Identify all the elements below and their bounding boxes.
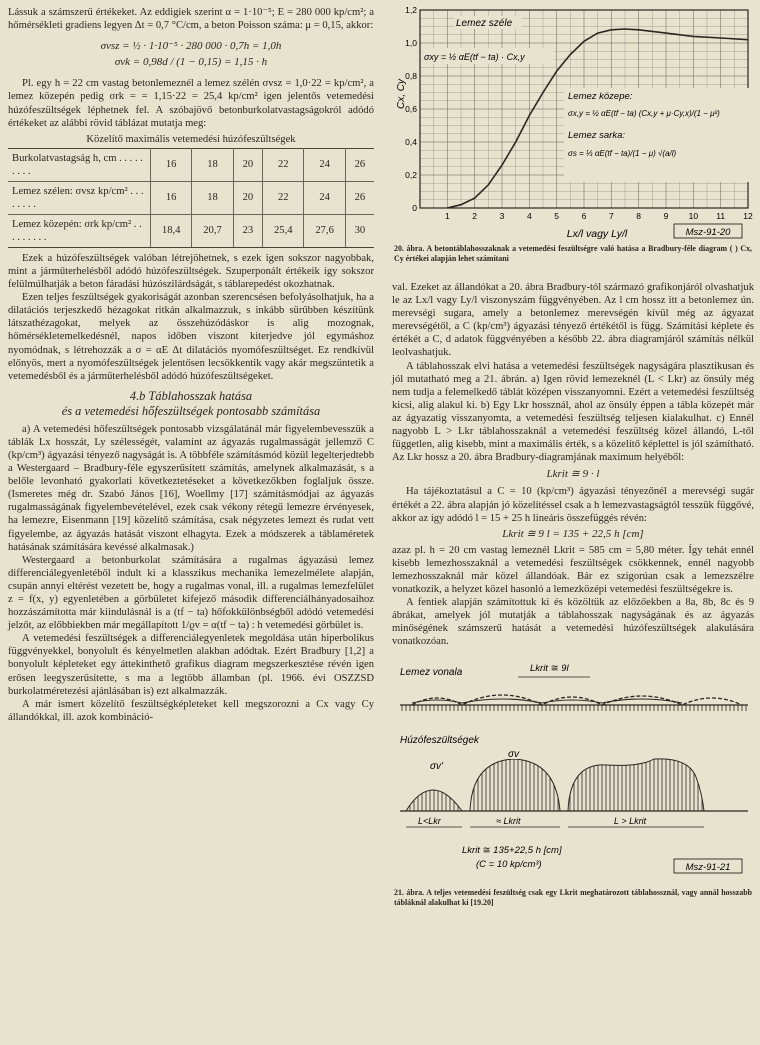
table-cell: 26 bbox=[345, 181, 374, 214]
paragraph-subgrade: Ha tájékoztatásul a C = 10 (kp/cm³) ágyazási tényezőnél a merevségi sugár értékét a 22. ábra alapján jó közelítéssel csak a h lemezvastagságtól tesszük függővé, akkor az így adódó l = 15 + 25 h lineáris összefüggés révén: bbox=[392, 486, 754, 524]
label-short-plate: L<Lkr bbox=[418, 815, 441, 826]
section-title: 4.b Táblahosszak hatása bbox=[129, 388, 253, 403]
table-cell: 20,7 bbox=[192, 214, 233, 247]
x-tick-label: 1 bbox=[444, 211, 450, 221]
table-row bbox=[8, 214, 374, 247]
figure-21-caption: 21. ábra. A teljes vetemedési feszültség csak egy Lkrit meghatározott táblahossznál, vagy annál hosszabb tábláknál alakulhat ki [19.20] bbox=[394, 887, 752, 907]
section-subtitle: és a vetemedési hőfeszültségek pontosabb számítása bbox=[61, 403, 321, 418]
paragraph-westergaard: Westergaard a betonburkolat számítására a rugalmas ágyazású lemez differenciálegyenletéből indult ki a klasszikus mechanika lemezelmélete alapján, csupán annyi eltérést vezetett be, hogy a rugalmas vonal, ill. a rugalmas lemezfelület z = f(x, y) egyenletében a görbületet kifejező második differenciálhányadosaihoz hozzászámította már kiindulásnál is a (tf − ta) hőfokkülönbségből adódó vetemedési jelzőt, az előbbiekben már megállapított 1/ϱv = α(tf − ta) : h vetemedési görbület is. bbox=[8, 554, 374, 632]
table-cell: 20 bbox=[233, 181, 262, 214]
y-tick-label: 0 bbox=[412, 203, 417, 213]
table-cell: 16 bbox=[151, 181, 192, 214]
table-cell: 27,6 bbox=[304, 214, 345, 247]
equation-lkrit: Lkrit ≅ 9 · l bbox=[546, 468, 600, 481]
table-title: Közelítő maximális vetemedési húzófeszültségek bbox=[86, 133, 296, 145]
table-cell: 18,4 bbox=[151, 214, 192, 247]
y-tick-label: 1,2 bbox=[405, 5, 417, 15]
x-tick-label: 4 bbox=[526, 211, 532, 221]
table-cell: 24 bbox=[304, 148, 345, 181]
x-tick-label: 2 bbox=[472, 211, 478, 221]
y-tick-label: 0,4 bbox=[405, 137, 417, 147]
paragraph-example-lkrit: azaz pl. h = 20 cm vastag lemeznél Lkrit = 585 cm = 5,80 méter. Így tehát ennél kisebb lemezhosszaknál a vetemedési feszültségek csökkennek, ennél nagyobb lemezhosszaknál már közel állandóak. Bár ez szigorúan csak a lemezszélre vonatkozik, a helyzet közel hasonló a lemezközépi vetemedési feszültségekre is. bbox=[392, 544, 754, 596]
stress-diagram bbox=[392, 661, 754, 886]
label-lkrit-top: Lkrit ≅ 9l bbox=[530, 662, 569, 674]
table-cell: 25,4 bbox=[263, 214, 304, 247]
equation-middle-stress: σvk = 0,98d / (1 − 0,15) = 1,15 · h bbox=[114, 56, 268, 69]
table-row-label: Lemez szélen: σvsz kp/cm² . . . . . . . . bbox=[8, 181, 151, 214]
paragraph-example: Pl. egy h = 22 cm vastag betonlemeznél a lemez szélén σvsz = 1,0·22 = kp/cm², a lemez közepén pedig σrk = = 1,15·22 = 25,4 kp/cm² igen jelentős vetemedési húzófeszültségek léphetnek fel. A szóbajövő betonburkolatvastagságokról adódó értékeket az alábbi rövid táblázat mutatja meg: bbox=[8, 78, 374, 129]
equation-lkrit-linear: Lkrit ≅ 9 l = 135 + 22,5 h [cm] bbox=[502, 527, 644, 540]
label-critical-plate: ≈ Lkrit bbox=[496, 815, 521, 826]
label-long-plate: L > Lkrit bbox=[614, 815, 647, 826]
paragraph-intro: Lássuk a számszerű értékeket. Az eddigiek szerint α = 1·10⁻⁵; E = 280 000 kp/cm²; a hőmérsékleti gradiens legyen Δt = 0,7 °C/cm, a beton Poisson száma: μ = 0,15, akkor: bbox=[8, 7, 374, 32]
paragraph-tension: Ezek a húzófeszültségek valóban létrejöhetnek, s ezek igen sokszor nagyobbak, mint a járműterhelésből adódó húzófeszültségek. Szuperponált értékeik így sokszor felülmúlhatják a beton fáradási húzószilárdságát, s táblarepedést okozhatnak. bbox=[8, 252, 374, 291]
table-cell: 23 bbox=[233, 214, 262, 247]
table-cell: 20 bbox=[233, 148, 262, 181]
label-sigma-prime: σv' bbox=[430, 760, 443, 772]
stress-table bbox=[8, 148, 374, 248]
bradbury-chart bbox=[392, 4, 754, 244]
equation-edge-stress: σvsz = ½ · 1·10⁻⁵ · 280 000 · 0,7h = 1,0h bbox=[100, 40, 282, 53]
formula-plate-edge: σxy = ½ αE(tf − ta) · Cx,y bbox=[424, 52, 525, 62]
y-tick-label: 0,2 bbox=[405, 170, 417, 180]
figure-21 bbox=[392, 661, 754, 886]
left-column bbox=[8, 6, 374, 724]
paragraph-summary: A fentiek alapján számítottuk ki és közöltük az előzőekben a 8a, 8b, 8c és 9 ábrákat, amelyek jól mutatják a táblahosszak nagyságának és az ágyazás minőségének számszerű hatását a vetemedési húzófeszültségek alakulására vonatkozóan. bbox=[392, 597, 754, 648]
table-row-label: Lemez közepén: σrk kp/cm² . . . . . . . . . bbox=[8, 214, 151, 247]
x-tick-label: 11 bbox=[716, 211, 726, 221]
table-cell: 26 bbox=[345, 148, 374, 181]
label-plate-edge: Lemez széle bbox=[456, 18, 513, 29]
x-axis-label: Lx/l vagy Ly/l bbox=[566, 228, 628, 240]
formula-subgrade: (C = 10 kp/cm³) bbox=[476, 858, 542, 870]
table-cell: 16 bbox=[151, 148, 192, 181]
right-column bbox=[392, 4, 754, 911]
stress-area-short bbox=[406, 790, 462, 811]
figure-20-caption: 20. ábra. A betontáblahosszaknak a vetemedési feszültségre való hatása a Bradbury-féle diagram ( ) Cx, Cy értékei alapján lehet számítani bbox=[394, 244, 752, 263]
paragraph-continuation: A már ismert közelítő feszültségképleteket kell megszorozni a Cx vagy Cy állandókkal, ill. azok kombináció- bbox=[8, 698, 374, 723]
x-tick-label: 9 bbox=[663, 211, 669, 221]
x-tick-label: 5 bbox=[554, 211, 560, 221]
paragraph-bradbury-constants: val. Ezeket az állandókat a 20. ábra Bradbury-tól származó grafikonjáról olvashatjuk le az Lx/l vagy Ly/l viszonyszám függvényében. Az l cm hossz itt a betonlemez ún. merevségi sugara, amely a betonlemez merevségén kívül még az ágyazat merevségétől, a C (kp/cm³) ágyazási tényező értékétől is függ. Számítási képlete és értékét a C, d adatok függvényében a később 22. ábra diagramjáról számítás nélkül leolvashatjuk. bbox=[392, 282, 754, 359]
table-cell: 22 bbox=[263, 181, 304, 214]
x-tick-label: 10 bbox=[688, 211, 699, 221]
table-cell: 18 bbox=[192, 148, 233, 181]
x-tick-label: 8 bbox=[636, 211, 642, 221]
label-plate-corner: Lemez sarka: bbox=[568, 130, 626, 141]
paragraph-frequency: Ezen teljes feszültségek gyakoriságát azonban szerencsésen befolyásolhatjuk, ha a dilatációs terjeszkedő hézagokat ritkán alkalmazzuk, s inkább sűrűbben készítünk látszathézagokat, melyek az összehúzódáskor is alig mozognak, hőmérsékletemelkedésnél, napos időben viszont kiterjedve jól egymáshoz nyomódnak, s létrehozzák a σ = αE Δt dilatációs nyomófeszültséget. Ez rendkívül előnyös, mert a nyomófeszültségek jelentősen lecsökkentik vagy akár megszüntetik a vetemedésből és a járműterhelésből adódó húzófeszültségeket. bbox=[8, 292, 374, 382]
figure-stamp: Msz-91-20 bbox=[685, 227, 731, 238]
formula-plate-corner: σs = ⅓ αE(tf − ta)/(1 − μ) √(a/l) bbox=[568, 149, 677, 158]
plate-curve-solid bbox=[412, 699, 682, 703]
figure-20 bbox=[392, 4, 754, 244]
y-tick-label: 1,0 bbox=[405, 38, 417, 48]
x-tick-label: 3 bbox=[499, 211, 505, 221]
formula-lkrit: Lkrit ≅ 135+22,5 h [cm] bbox=[462, 844, 562, 856]
formula-plate-middle: σx,y = ½ αE(tf − ta) (Cx,y + μ·Cy,x)/(1 − μ²) bbox=[568, 109, 720, 118]
paragraph-bradbury: A vetemedési feszültségek a differenciálegyenletek megoldása után hiperbolikus függvényekkel, bonyolult és kényelmetlen alakban adódtak. Ezért Bradbury [1,2] a bonyolult képleteket egy áttekinthető grafikus diagram megszerkesztése révén igen erősen leegyszerűsítette, s ma a legtöbb államban (pl. 1966. évi OSZZSD burkolatméretezési ajánlásában is) ezt alkalmazzák. bbox=[8, 633, 374, 697]
figure-stamp: Msz-91-21 bbox=[685, 861, 731, 873]
x-tick-label: 7 bbox=[608, 211, 614, 221]
x-tick-label: 6 bbox=[581, 211, 587, 221]
paragraph-method: a) A vetemedési hőfeszültségek pontosabb vizsgálatánál már figyelembevesszük a táblák Lx hosszát, Ly szélességét, valamint az ágyazás rugalmasságát jellemző C (kp/cm³) ágyazási tényező nagyságát is. A többféle számításmód közül legelterjedtebb a Westergaard – Bradbury-féle egyszerűsített számítás, amelynek alkalmazását, s a belőle levonható gyakorlati következtetéseket a következőkben foglaljuk össze. (Ismeretes még dr. Szabó János [16], Woellmy [17] számításmódjai az ágyazás rugalmasságának figyelembevételével, ezek csak vékony rétegű lemezre érvényesek, ha lemezre, Eisenmann [19] közelítő számítása, csak négyzetes lemezt és rudat vett figyelembe, az ágyazás hatását viszont elhagyta. Ezek a módszerek a táblaméretek hatásának számítására kevéssé alkalmasak.) bbox=[8, 423, 374, 553]
y-tick-label: 0,6 bbox=[405, 104, 417, 114]
label-plate-middle: Lemez közepe: bbox=[568, 91, 633, 102]
x-tick-label: 12 bbox=[743, 211, 753, 221]
table-row bbox=[8, 148, 374, 181]
table-header-label: Burkolatvastagság h, cm . . . . . . . . . bbox=[8, 148, 151, 181]
table-cell: 22 bbox=[263, 148, 304, 181]
table-cell: 30 bbox=[345, 214, 374, 247]
y-axis-label: Cx, Cy bbox=[396, 79, 407, 109]
table-cell: 24 bbox=[304, 181, 345, 214]
stress-area-long bbox=[568, 758, 704, 810]
ground-hatch bbox=[400, 705, 748, 711]
paragraph-plate-length: A táblahosszak elvi hatása a vetemedési feszültségek nagyságára plasztikusan és jól mutatható meg a 21. ábrán. a) Igen rövid lemezeknél (L < Lkr) az önsúly még nem tudja a felemelkedő táblát középen visszanyomni. Ezért a vetemedési feszültség kicsi, alig alakul ki. b) Egy Lkr hossznál, ahol az önsúly éppen a tábla közepét már az ágyazatig visszanyomta, a vetemedési feszültség teljesen kialakulhat. c) Ennél nagyobb L > Lkr táblahosszaknál a vetemedési feszültség közel állandó, L-től független, alig kisebb, mint a maximális érték, s a közelítő képlettel is jól számítható. Az Lkr hossz a 20. ábra Bradbury-diagramjának maximum helyéből: bbox=[392, 360, 754, 464]
y-tick-label: 0,8 bbox=[405, 71, 417, 81]
table-row bbox=[8, 181, 374, 214]
label-sigma: σv bbox=[508, 748, 520, 760]
table-cell: 18 bbox=[192, 181, 233, 214]
stress-area-critical bbox=[470, 759, 560, 811]
label-tensile-stress: Húzófeszültségek bbox=[400, 734, 479, 746]
label-plate-line: Lemez vonala bbox=[400, 666, 463, 678]
